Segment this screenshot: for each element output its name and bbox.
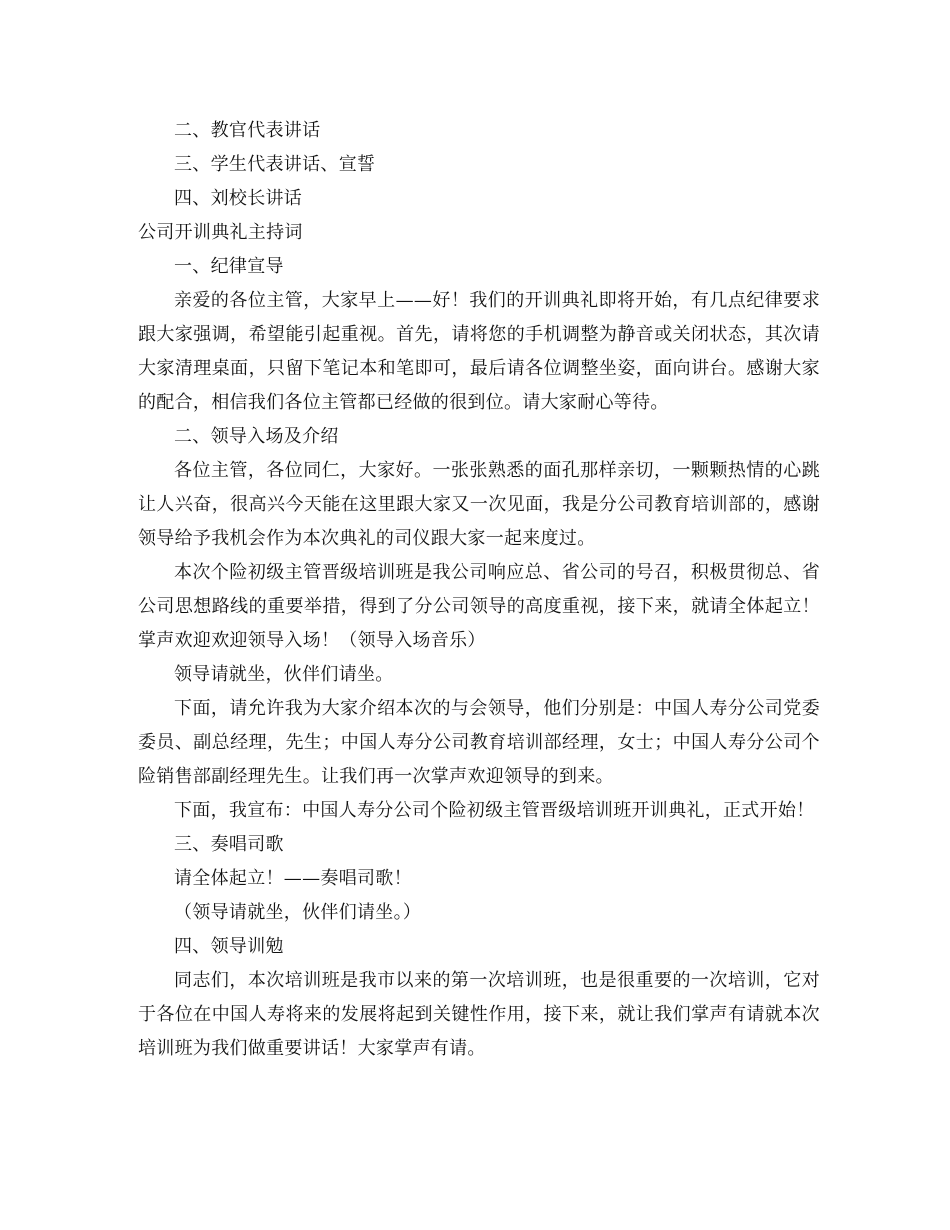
section-heading: 三、学生代表讲话、宣誓 [174,154,376,175]
body-paragraph: 下面，请允许我为大家介绍本次的与会领导，他们分别是：中国人寿分公司党委委员、副总经理，先生；中国人寿分公司教育培训部经理，女士；中国人寿分公司个险销售部副经理先生。让我们再一次掌声欢迎领导的到来。 [138,698,820,787]
body-paragraph: 亲爱的各位主管，大家早上——好！我们的开训典礼即将开始，有几点纪律要求跟大家强调，希望能引起重视。首先，请将您的手机调整为静音或关闭状态，其次请大家清理桌面，只留下笔记本和笔即可，最后请各位调整坐姿，面向讲台。感谢大家的配合，相信我们各位主管都已经做的很到位。请大家耐心等待。 [138,290,820,413]
section-heading: 四、领导训勉 [174,936,284,957]
document-body [138,114,820,1066]
section-heading: 一、纪律宣导 [174,256,284,277]
body-paragraph: 下面，我宣布：中国人寿分公司个险初级主管晋级培训班开训典礼，正式开始！ [174,800,815,821]
section-heading: 二、领导入场及介绍 [174,426,339,447]
section-heading: 二、教官代表讲话 [174,120,321,141]
document-title: 公司开训典礼主持词 [138,222,303,243]
section-heading: 四、刘校长讲话 [174,188,303,209]
body-paragraph: 请全体起立！——奏唱司歌！ [174,868,412,889]
section-heading: 三、奏唱司歌 [174,834,284,855]
body-paragraph: 本次个险初级主管晋级培训班是我公司响应总、省公司的号召，积极贯彻总、省公司思想路线的重要举措，得到了分公司领导的高度重视，接下来，就请全体起立！掌声欢迎欢迎领导入场！（领导入场音乐） [138,562,820,651]
body-paragraph: 领导请就坐，伙伴们请坐。 [174,664,394,685]
body-paragraph: （领导请就坐，伙伴们请坐。） [174,902,422,923]
body-paragraph: 同志们，本次培训班是我市以来的第一次培训班，也是很重要的一次培训，它对于各位在中国人寿将来的发展将起到关键性作用，接下来，就让我们掌声有请就本次培训班为我们做重要讲话！大家掌声有请。 [138,970,820,1059]
body-paragraph: 各位主管，各位同仁，大家好。一张张熟悉的面孔那样亲切，一颗颗热情的心跳让人兴奋，很高兴今天能在这里跟大家又一次见面，我是分公司教育培训部的，感谢领导给予我机会作为本次典礼的司仪跟大家一起来度过。 [138,460,820,549]
